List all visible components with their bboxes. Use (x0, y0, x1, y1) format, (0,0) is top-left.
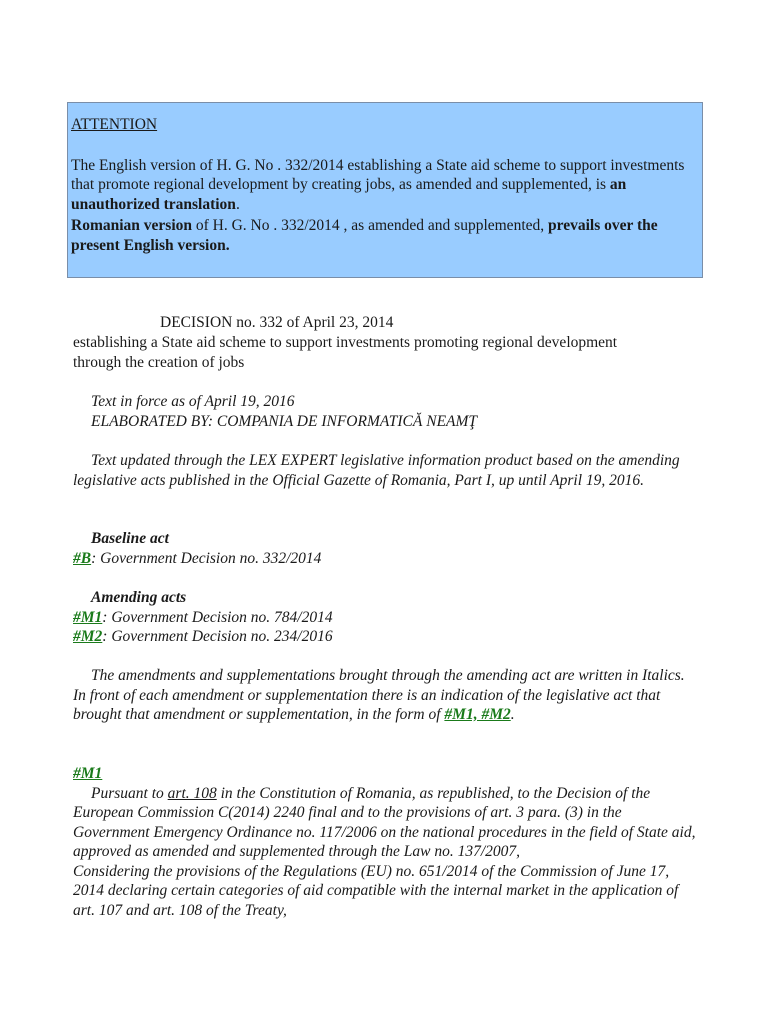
attention-paragraph-2 (71, 216, 692, 255)
amending-tag-link[interactable]: #M2 (73, 628, 103, 645)
baseline-line (73, 549, 713, 569)
attention-p1-bold: an unauthorized translation (71, 176, 627, 213)
amending-item-text: : Government Decision no. 784/2014 (102, 608, 333, 626)
baseline-act (73, 529, 713, 568)
attention-p2-mid: of H. G. No . 332/2014 , as amended and supplemented, (192, 217, 549, 234)
attention-p2-bold-2: prevails over the present English version. (71, 217, 658, 254)
force-line-2: ELABORATED BY: COMPANIA DE INFORMATICĂ NEAMŢ (91, 412, 478, 430)
amendments-note-text: The amendments and supplementations brought through the amending act are written in Italics. In front of each amendment or supplementation there is an indication of the legislative act that brought that amendment or supplementation, in the form of (73, 667, 685, 723)
attention-paragraph-1 (71, 156, 692, 215)
updated-text (73, 451, 703, 490)
amendments-note (73, 666, 688, 725)
baseline-heading: Baseline act (91, 530, 169, 547)
decision-subtitle: establishing a State aid scheme to support investments promoting regional development through the creation of jobs (73, 334, 618, 371)
attention-notice (67, 102, 703, 278)
baseline-text: : Government Decision no. 332/2014 (91, 549, 322, 567)
amendments-note-end: . (510, 706, 515, 723)
pursuant-paragraph (73, 784, 698, 862)
amending-item (73, 627, 713, 647)
m1-line (73, 764, 698, 784)
m1-tag-link[interactable]: #M1 (73, 765, 103, 782)
pursuant-post: in the Constitution of Romania, as republished, to the Decision of the European Commission C(2014) 2240 final and to the provisions of art. 3 para. (3) in the Government Emergency Ordinance no. 117/2006 on the national procedures in the field of State aid, approved as amended and supplemented through the Law no. 137/2007, (73, 784, 696, 860)
amending-heading: Amending acts (91, 589, 187, 606)
attention-p1-text: The English version of H. G. No . 332/2014 establishing a State aid scheme to support investments that promote regional development by creating jobs, as amended and supplemented, is (71, 156, 685, 193)
article-108-link[interactable]: art. 108 (167, 784, 217, 802)
considering-paragraph: Considering the provisions of the Regulations (EU) no. 651/2014 of the Commission of June 17, 2014 declaring certain categories of aid compatible with the internal market in the application of art. 107 and art. 108 of the Treaty, (73, 862, 679, 919)
amending-item-text: : Government Decision no. 234/2016 (102, 628, 333, 645)
m1-section (73, 764, 698, 920)
force-info (73, 392, 713, 431)
decision-title: DECISION no. 332 of April 23, 2014 (160, 314, 394, 331)
updated-text-paragraph: Text updated through the LEX EXPERT legislative information product based on the amending legislative acts published in the Official Gazette of Romania, Part I, up until April 19, 2016. (73, 452, 680, 489)
amending-item (73, 608, 713, 628)
pursuant-pre: Pursuant to (91, 784, 168, 802)
amending-tag-link[interactable]: #M1 (73, 608, 103, 626)
force-line-1: Text in force as of April 19, 2016 (91, 393, 295, 410)
baseline-tag-link[interactable]: #B (73, 549, 92, 567)
attention-p2-bold-1: Romanian version (71, 217, 192, 234)
attention-title: ATTENTION (71, 116, 158, 133)
amending-acts (73, 588, 713, 647)
attention-p1-end: . (235, 195, 240, 213)
amendments-note-tags-link[interactable]: #M1, #M2 (444, 706, 511, 723)
amendments-note-paragraph (73, 666, 688, 725)
